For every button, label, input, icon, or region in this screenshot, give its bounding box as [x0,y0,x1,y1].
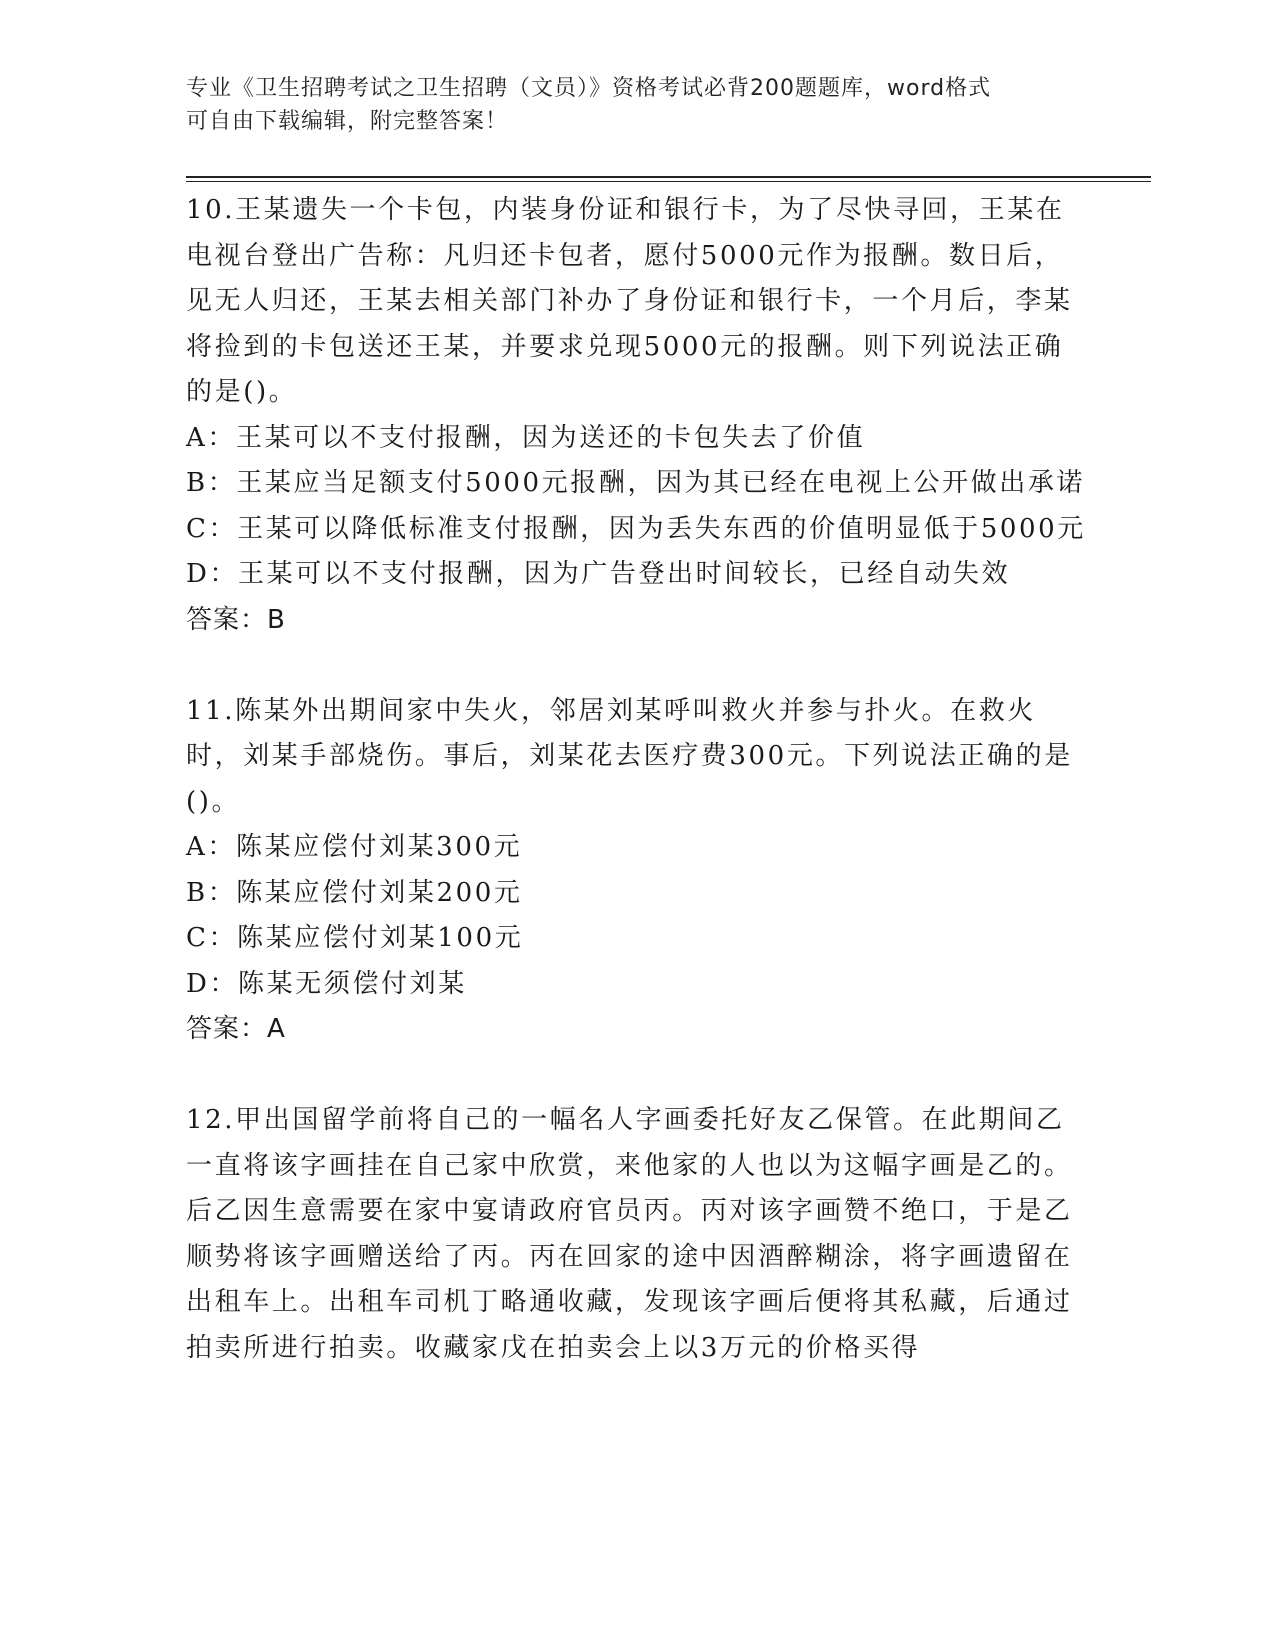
question-spacer [186,643,1086,689]
option-c: C：陈某应偿付刘某100元 [186,923,524,953]
question-11 [186,689,1086,1053]
option-a: A：王某可以不支付报酬，因为送还的卡包失去了价值 [186,422,866,453]
option-b: B：王某应当足额支付5000元报酬，因为其已经在电视上公开做出承诺 [186,468,1086,498]
question-stem: 12.甲出国留学前将自己的一幅名人字画委托好友乙保管。在此期间乙一直将该字画挂在自己家中欣赏，来他家的人也以为这幅字画是乙的。后乙因生意需要在家中宴请政府官员丙。丙对该字画赞不绝口，于是乙顺势将该字画赠送给了丙。丙在回家的途中因酒醉糊涂，将字画遗留在出租车上。出租车司机丁略通收藏，发现该字画后便将其私藏，后通过拍卖所进行拍卖。收藏家戊在拍卖会上以3万元的价格买得 [186,1105,1073,1363]
question-stem: 11.陈某外出期间家中失火，邻居刘某呼叫救火并参与扑火。在救火时，刘某手部烧伤。事后，刘某花去医疗费300元。下列说法正确的是()。 [186,695,1073,817]
option-d: D：陈某无须偿付刘某 [186,968,467,999]
answer-line: 答案：B [186,604,286,635]
answer-line: 答案：A [186,1014,286,1044]
question-10 [186,188,1086,643]
option-d: D：王某可以不支付报酬，因为广告登出时间较长，已经自动失效 [186,559,1011,589]
question-spacer [186,1053,1086,1099]
question-12 [186,1098,1086,1371]
header-divider-thick [186,176,1151,178]
option-c: C：王某可以降低标准支付报酬，因为丢失东西的价值明显低于5000元 [186,513,1086,544]
header-line-1: 专业《卫生招聘考试之卫生招聘（文员）》资格考试必背200题题库，word格式 [186,76,992,101]
question-stem: 10.王某遗失一个卡包，内装身份证和银行卡，为了尽快寻回，王某在电视台登出广告称：凡归还卡包者，愿付5000元作为报酬。数日后，见无人归还，王某去相关部门补办了身份证和银行卡，一个月后，李某将捡到的卡包送还王某，并要求兑现5000元的报酬。则下列说法正确的是()。 [186,195,1073,407]
question-list [186,188,1086,1371]
option-a: A：陈某应偿付刘某300元 [186,832,523,862]
option-b: B：陈某应偿付刘某200元 [186,877,523,908]
document-header [186,72,1086,138]
header-line-2: 可自由下载编辑，附完整答案！ [186,109,509,134]
header-divider-thin [186,181,1151,182]
